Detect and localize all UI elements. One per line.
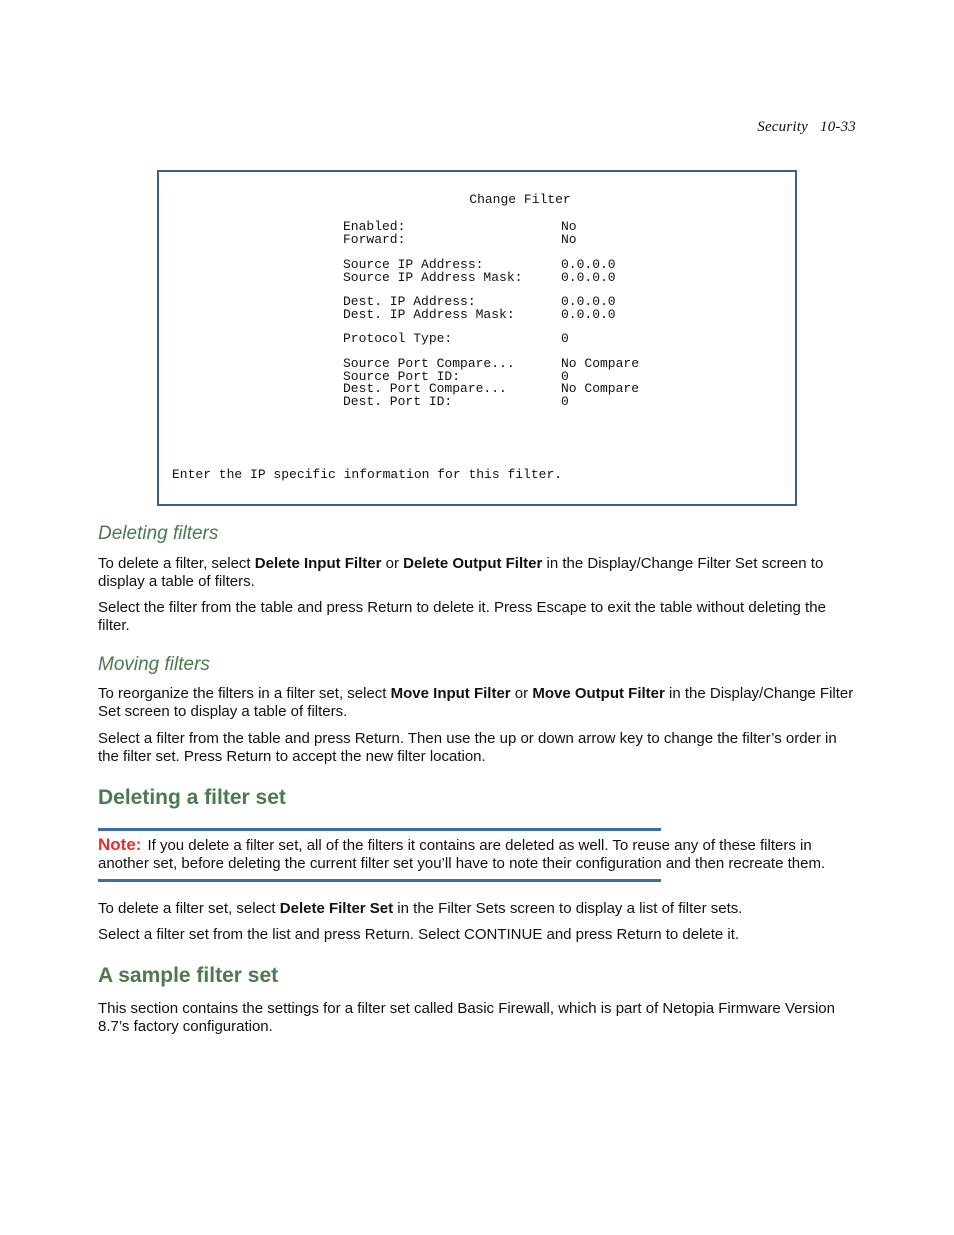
paragraph: Select a filter set from the list and press Return. Select CONTINUE and press Return to delete it. [98,926,740,943]
text: in the Display/Change Filter Set screen to display a table of filters. [98,685,854,720]
deleting-filters-para-1 [98,555,858,591]
text: in the Display/Change Filter Set screen to display a table of filters. [98,555,824,590]
paragraph: Select a filter from the table and press Return. Then use the up or down arrow key to change the filter’s order in the filter set. Press Return to accept the new filter location. [98,730,837,765]
note-text: If you delete a filter set, all of the filters it contains are deleted as well. To reuse any of these filters in another set, before deleting the current filter set you’ll have to note their configuration and then recreate them. [98,837,826,872]
deleting-set-heading: Deleting a filter set [98,786,286,809]
field-value[interactable]: 0.0.0.0 [561,294,616,309]
field-label: Forward: [343,231,406,247]
field-value[interactable]: 0.0.0.0 [561,306,616,322]
field-label: Dest. Port Compare... [343,381,507,396]
field-label: Dest. IP Address: [343,294,476,309]
note-bottom-rule [98,879,661,882]
sample-set-section [98,964,858,988]
deleting-filters-para-2 [98,599,858,635]
field-label: Protocol Type: [343,331,453,346]
field-value[interactable]: 0 [561,368,569,384]
note-top-rule [98,828,661,831]
text: To delete a filter, select [98,555,255,572]
field-group [343,221,577,246]
sample-set-para-1 [98,1000,858,1036]
field-group [343,358,639,408]
field-value[interactable]: 0.0.0.0 [561,257,616,272]
screen-footer: Enter the IP specific information for this filter. [172,467,563,482]
deleting-set-para-2 [98,926,858,944]
text: in the Filter Sets screen to display a list of filter sets. [393,900,743,917]
paragraph: This section contains the settings for a filter set called Basic Firewall, which is part of Netopia Firmware Version 8.7’s factory configuration. [98,1000,835,1035]
menu-item-ref: Delete Filter Set [279,900,394,917]
field-label: Source Port ID: [343,368,461,384]
field-row[interactable] [343,269,616,285]
field-label: Dest. Port ID: [343,393,453,409]
terminal-screen [157,170,797,506]
field-group [343,333,569,346]
field-row[interactable] [343,231,577,247]
field-label: Source Port Compare... [343,356,515,371]
screen-title: Change Filter [469,192,571,207]
moving-filters-section [98,654,858,676]
sample-set-heading: A sample filter set [98,964,279,987]
text: or [510,685,533,702]
section-name: Security [757,119,808,135]
page-number: 10-33 [820,119,856,135]
deleting-filters-section [98,523,858,545]
moving-filters-para-2 [98,730,858,766]
menu-item-ref: Move Output Filter [532,685,665,702]
field-label: Source IP Address Mask: [343,269,523,285]
deleting-set-section [98,786,858,810]
field-group [343,259,616,284]
running-header [757,119,856,136]
note-box [98,836,858,873]
field-value[interactable]: No [561,219,577,234]
menu-item-ref: Move Input Filter [390,685,511,702]
field-value[interactable]: 0 [561,393,569,409]
field-value[interactable]: No Compare [561,356,640,371]
deleting-set-para-1 [98,900,858,918]
text: To reorganize the filters in a filter set, select [98,685,391,702]
field-value[interactable]: No Compare [561,381,640,396]
moving-filters-para-1 [98,685,858,721]
moving-filters-heading: Moving filters [98,654,210,675]
field-row[interactable] [343,306,616,322]
field-label: Dest. IP Address Mask: [343,306,515,322]
field-value[interactable]: No [561,231,577,247]
paragraph: Select the filter from the table and press Return to delete it. Press Escape to exit the table without deleting the filter. [98,599,826,634]
field-value[interactable]: 0.0.0.0 [561,269,616,285]
deleting-filters-heading: Deleting filters [98,523,219,544]
field-label: Enabled: [343,219,406,234]
menu-item-ref: Delete Input Filter [254,555,382,572]
field-row[interactable] [343,333,569,346]
field-label: Source IP Address: [343,257,484,272]
menu-item-ref: Delete Output Filter [403,555,543,572]
field-value[interactable]: 0 [561,331,569,346]
field-group [343,296,616,321]
field-row[interactable] [343,393,639,409]
text: To delete a filter set, select [98,900,280,917]
note-label: Note: [98,835,142,854]
text: or [381,555,404,572]
